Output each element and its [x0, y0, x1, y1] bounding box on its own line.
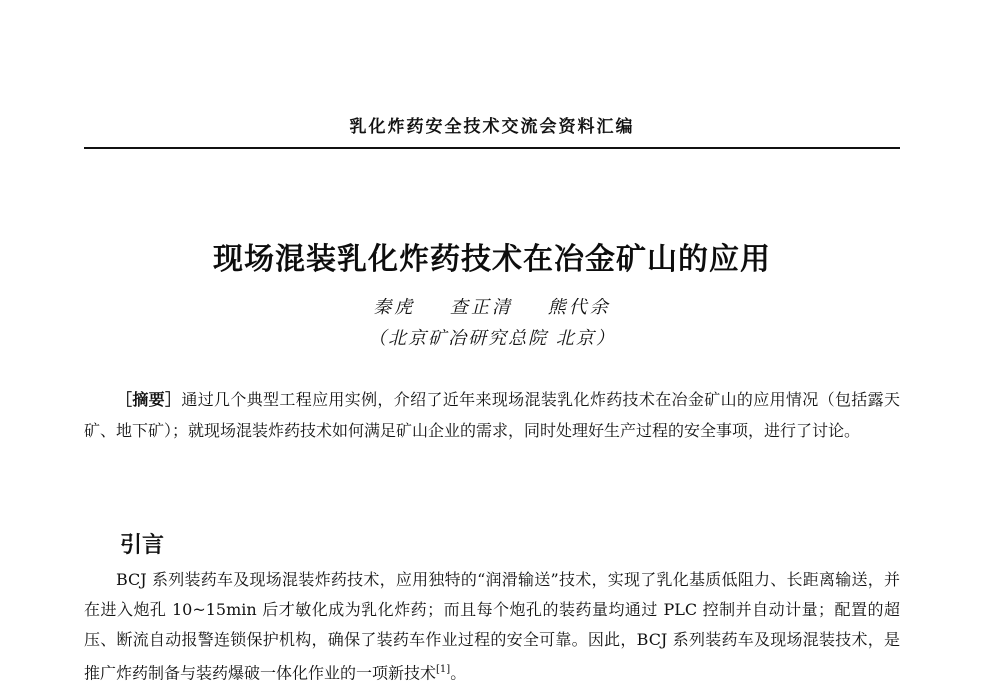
abstract — [84, 384, 900, 446]
section-heading-introduction: 引言 — [120, 533, 165, 558]
citation-marker[interactable]: [1] — [436, 664, 451, 675]
paper-title: 现场混装乳化炸药技术在冶金矿山的应用 — [213, 242, 771, 277]
introduction-text: BCJ 系列装药车及现场混装炸药技术，应用独特的“润滑输送”技术，实现了乳化基质低阻力、长距离输送，并在进入炮孔 10~15min 后才敏化成为乳化炸药；而且每个炮孔的装药量均通过 PLC 控制并自动计量；配置的超压、断流自动报警连锁保护机构，确保了装药车作业过程的安全可靠。因此，BCJ 系列装药车及现场混装技术，是推广炸药制备与装药爆破一体化作业的一项新技术 — [84, 570, 900, 683]
author-name: 秦虎 — [373, 297, 416, 318]
author-name: 熊代余 — [547, 297, 611, 318]
abstract-label: ［摘要］ — [116, 390, 182, 409]
author-list — [84, 293, 900, 319]
introduction-paragraph — [84, 565, 900, 688]
running-header: 乳化炸药安全技术交流会资料汇编 — [349, 117, 635, 137]
abstract-text: 通过几个典型工程应用实例，介绍了近年来现场混装乳化炸药技术在冶金矿山的应用情况（包括露天矿、地下矿）；就现场混装炸药技术如何满足矿山企业的需求，同时处理好生产过程的安全事项，进行了讨论。 — [84, 390, 900, 440]
author-affiliation: （北京矿冶研究总院 北京） — [368, 328, 616, 349]
header-rule — [84, 147, 900, 149]
introduction-end-punct: 。 — [450, 663, 467, 683]
author-name: 查正清 — [450, 297, 513, 318]
